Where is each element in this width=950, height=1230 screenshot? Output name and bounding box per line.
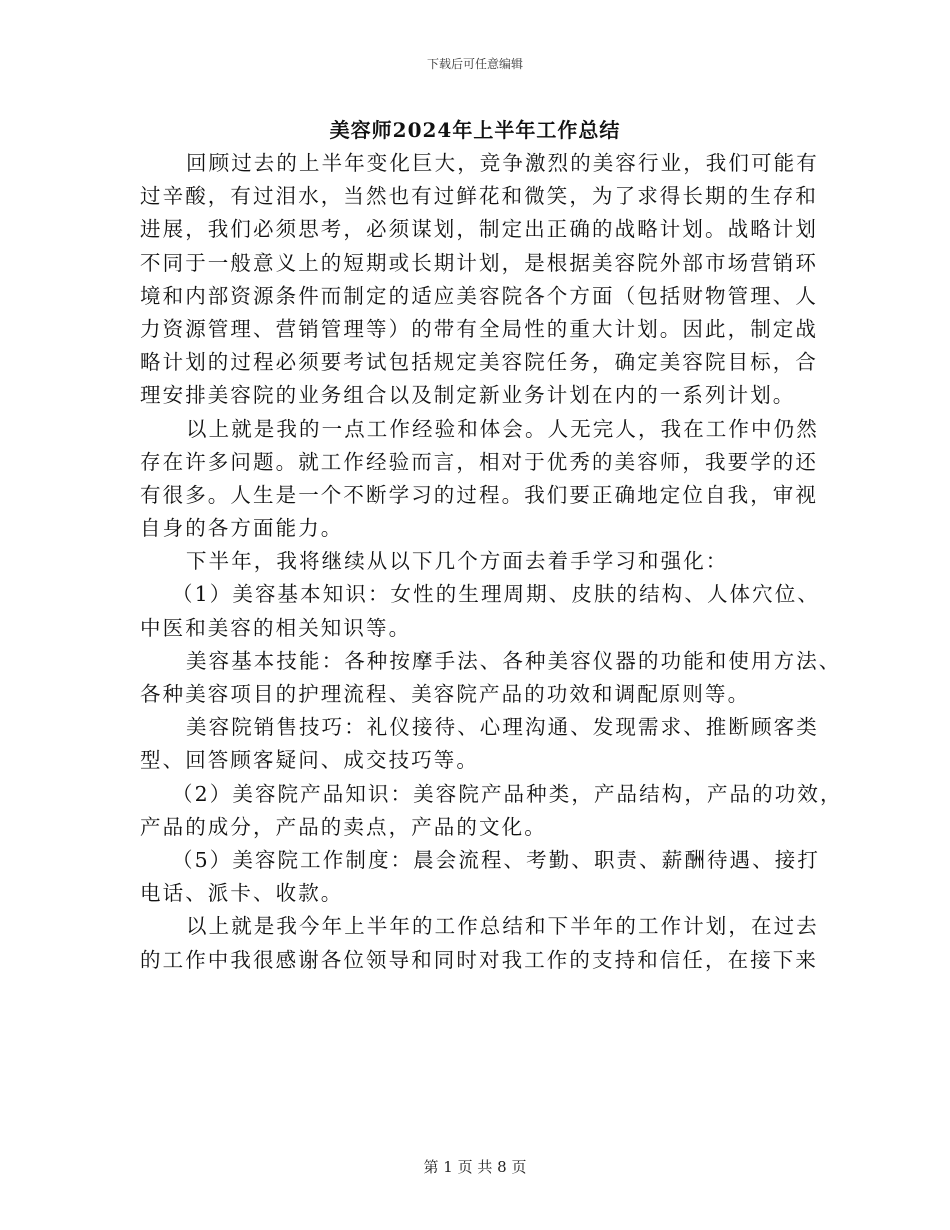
body-line: 理安排美容院的业务组合以及制定新业务计划在内的一系列计划。 xyxy=(140,383,796,408)
body-line: 各种美容项目的护理流程、美容院产品的功效和调配原则等。 xyxy=(140,682,751,706)
page-number: 第 1 页 共 8 页 xyxy=(423,1158,527,1176)
body-line: （5）美容院工作制度：晨会流程、考勤、职责、薪酬待遇、接打 xyxy=(172,847,820,872)
body-line: 力资源管理、营销管理等）的带有全局性的重大计划。因此，制定战 xyxy=(140,316,818,341)
body-line: 电话、派卡、收款。 xyxy=(140,881,344,906)
body-line: 中医和美容的相关知识等。 xyxy=(140,615,412,640)
body-line: 进展，我们必须思考，必须谋划，制定出正确的战略计划。战略计划 xyxy=(140,217,818,242)
body-line: 过辛酸，有过泪水，当然也有过鲜花和微笑，为了求得长期的生存和 xyxy=(140,184,818,209)
document-body xyxy=(140,147,843,977)
body-line: 美容基本技能：各种按摩手法、各种美容仪器的功能和使用方法、 xyxy=(186,648,842,673)
body-line: 自身的各方面能力。 xyxy=(140,516,344,541)
body-line: 以上就是我今年上半年的工作总结和下半年的工作计划，在过去 xyxy=(186,914,819,939)
body-line: 产品的成分，产品的卖点，产品的文化。 xyxy=(140,814,547,839)
body-line: 略计划的过程必须要考试包括规定美容院任务，确定美容院目标，合 xyxy=(140,350,818,375)
body-line: 不同于一般意义上的短期或长期计划，是根据美容院外部市场营销环 xyxy=(140,250,818,275)
body-line: 有很多。人生是一个不断学习的过程。我们要正确地定位自我，审视 xyxy=(140,482,818,507)
body-line: 存在许多问题。就工作经验而言，相对于优秀的美容师，我要学的还 xyxy=(140,449,818,474)
body-line: （2）美容院产品知识：美容院产品种类，产品结构，产品的功效， xyxy=(172,781,843,806)
document-title: 美容师2024年上半年工作总结 xyxy=(329,118,621,142)
body-line: （1）美容基本知识：女性的生理周期、皮肤的结构、人体穴位、 xyxy=(172,582,820,607)
body-line: 型、回答顾客疑问、成交技巧等。 xyxy=(140,748,479,773)
body-line: 美容院销售技巧：礼仪接待、心理沟通、发现需求、推断顾客类 xyxy=(186,715,819,740)
body-line: 以上就是我的一点工作经验和体会。人无完人，我在工作中仍然 xyxy=(186,416,819,441)
body-line: 下半年，我将继续从以下几个方面去着手学习和强化： xyxy=(186,549,729,574)
body-line: 回顾过去的上半年变化巨大，竞争激烈的美容行业，我们可能有 xyxy=(186,151,819,175)
body-line: 的工作中我很感谢各位领导和同时对我工作的支持和信任，在接下来 xyxy=(140,947,818,972)
body-line: 境和内部资源条件而制定的适应美容院各个方面（包括财物管理、人 xyxy=(140,283,818,308)
header-note: 下载后可任意编辑 xyxy=(426,57,523,71)
